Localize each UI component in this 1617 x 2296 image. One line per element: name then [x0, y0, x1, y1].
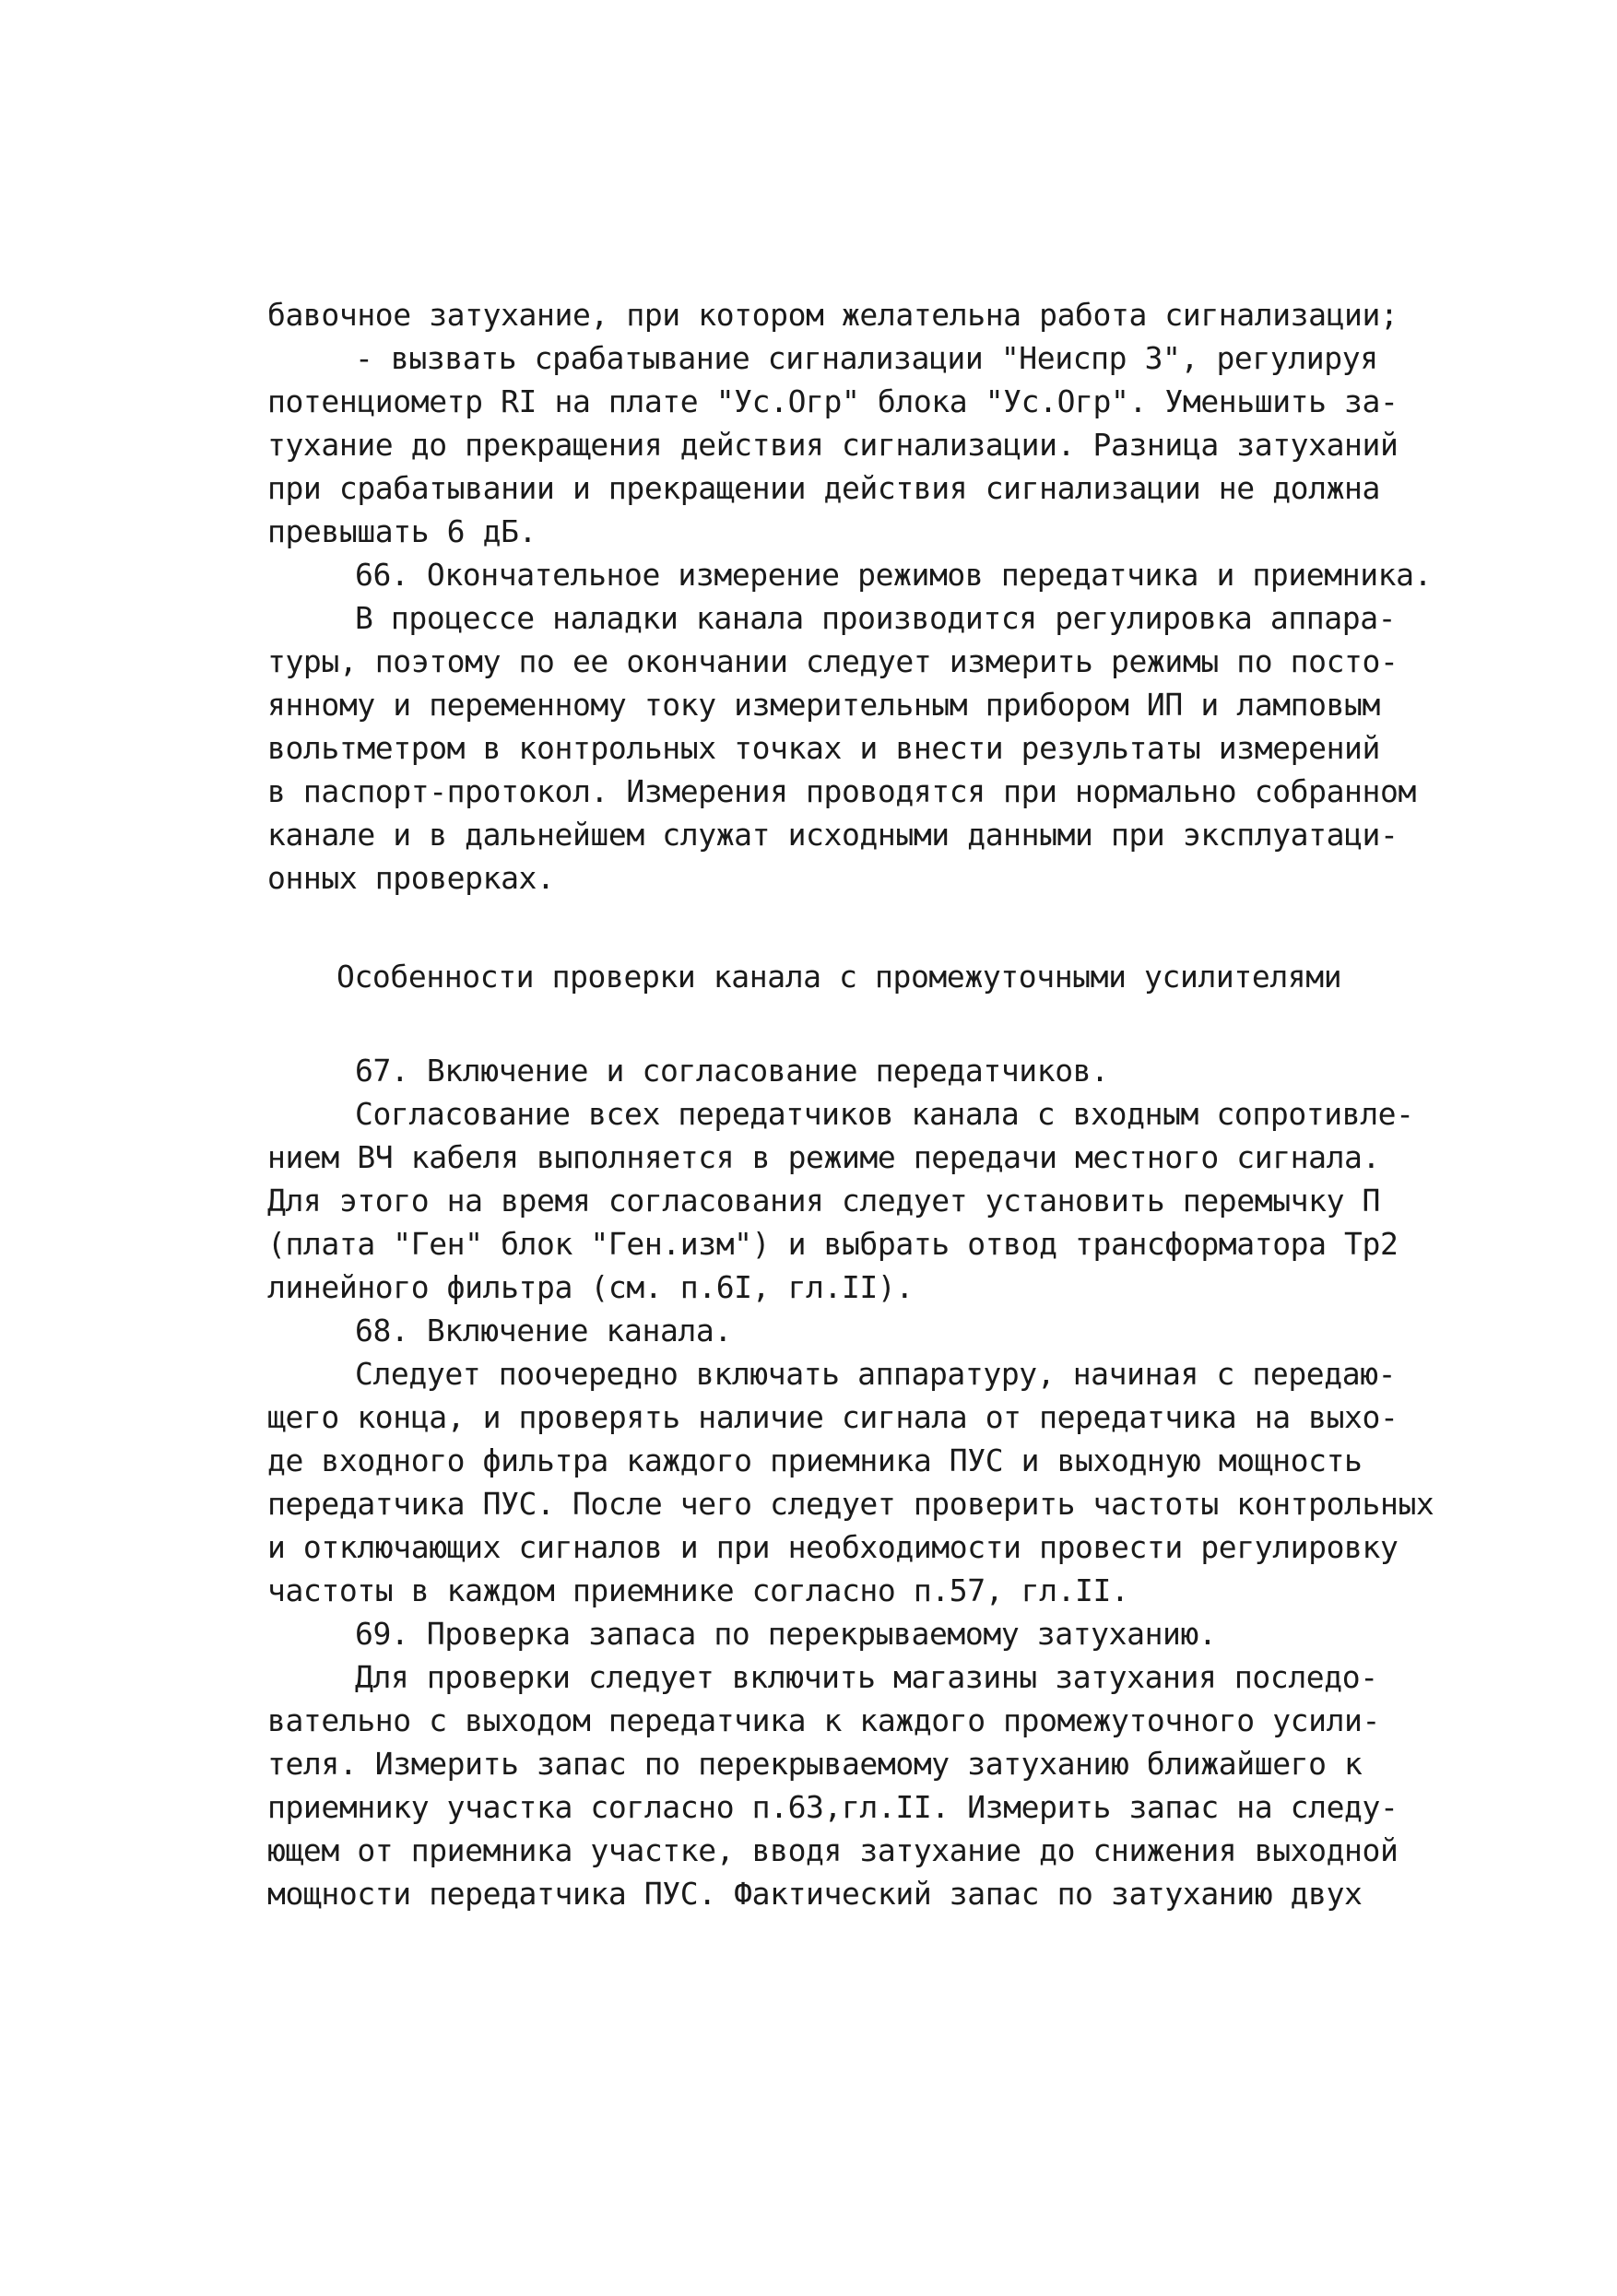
paragraph-67-title: 67. Включение и согласование передатчиков. — [355, 1053, 1109, 1089]
text-line: янному и переменному току измерительным прибором ИП и ламповым — [267, 687, 1380, 723]
text-line: де входного фильтра каждого приемника ПУС и выходную мощность — [267, 1442, 1363, 1478]
paragraph-66-title: 66. Окончательное измерение режимов передатчика и приемника. — [355, 557, 1433, 593]
text-line: Для проверки следует включить магазины затухания последо- — [355, 1659, 1378, 1695]
text-line: частоты в каждом приемнике согласно п.57, гл.II. — [267, 1572, 1129, 1608]
text-line: превышать 6 дБ. — [267, 513, 537, 549]
text-line: передатчика ПУС. После чего следует проверить частоты контрольных — [267, 1486, 1434, 1522]
text-line: - вызвать срабатывание сигнализации "Неиспр 3", регулируя — [355, 340, 1378, 376]
text-line: (плата "Ген" блок "Ген.изм") и выбрать отвод трансформатора Тр2 — [267, 1226, 1399, 1262]
text-line: канале и в дальнейшем служат исходными данными при эксплуатаци- — [267, 817, 1399, 853]
text-line: вательно с выходом передатчика к каждого промежуточного усили- — [267, 1702, 1380, 1738]
text-line: бавочное затухание, при котором желательна работа сигнализации; — [267, 297, 1399, 333]
text-line: онных проверках. — [267, 860, 555, 896]
text-line: вольтметром в контрольных точках и внести результаты измерений — [267, 730, 1380, 766]
spacer — [267, 900, 1420, 955]
paragraph-68-title: 68. Включение канала. — [355, 1313, 732, 1348]
text-line: теля. Измерить запас по перекрываемому затуханию ближайшего к — [267, 1746, 1363, 1782]
text-line: Следует поочередно включать аппаратуру, начиная с передаю- — [355, 1356, 1397, 1392]
paragraph-69-title: 69. Проверка запаса по перекрываемому затуханию. — [355, 1616, 1217, 1652]
text-line: щего конца, и проверять наличие сигнала от передатчика на выхо- — [267, 1399, 1399, 1435]
text-line: В процессе наладки канала производится регулировка аппара- — [355, 600, 1397, 636]
text-line: при срабатывании и прекращении действия сигнализации не должна — [267, 470, 1380, 506]
text-line: линейного фильтра (см. п.6I, гл.II). — [267, 1269, 914, 1305]
text-line: туры, поэтому по ее окончании следует измерить режимы по посто- — [267, 643, 1399, 679]
text-line: тухание до прекращения действия сигнализации. Разница затуханий — [267, 427, 1399, 463]
text-line: Согласование всех передатчиков канала с входным сопротивле- — [355, 1096, 1414, 1132]
text-line: ющем от приемника участке, вводя затухание до снижения выходной — [267, 1832, 1399, 1868]
document-text — [267, 293, 1434, 1915]
text-line: потенциометр RI на плате "Ус.Огр" блока "Ус.Огр". Уменьшить за- — [267, 383, 1399, 419]
text-line: приемнику участка согласно п.63,гл.II. Измерить запас на следу- — [267, 1789, 1399, 1825]
section-heading: Особенности проверки канала с промежуточными усилителями — [336, 959, 1342, 995]
text-line: нием ВЧ кабеля выполняется в режиме передачи местного сигнала. — [267, 1139, 1380, 1175]
text-line: и отключающих сигналов и при необходимости провести регулировку — [267, 1529, 1399, 1565]
text-line: мощности передатчика ПУС. Фактический запас по затуханию двух — [267, 1876, 1363, 1912]
text-line: в паспорт-протокол. Измерения проводятся при нормально собранном — [267, 773, 1416, 809]
text-line: Для этого на время согласования следует установить перемычку П — [267, 1183, 1380, 1219]
spacer — [267, 998, 1420, 1049]
